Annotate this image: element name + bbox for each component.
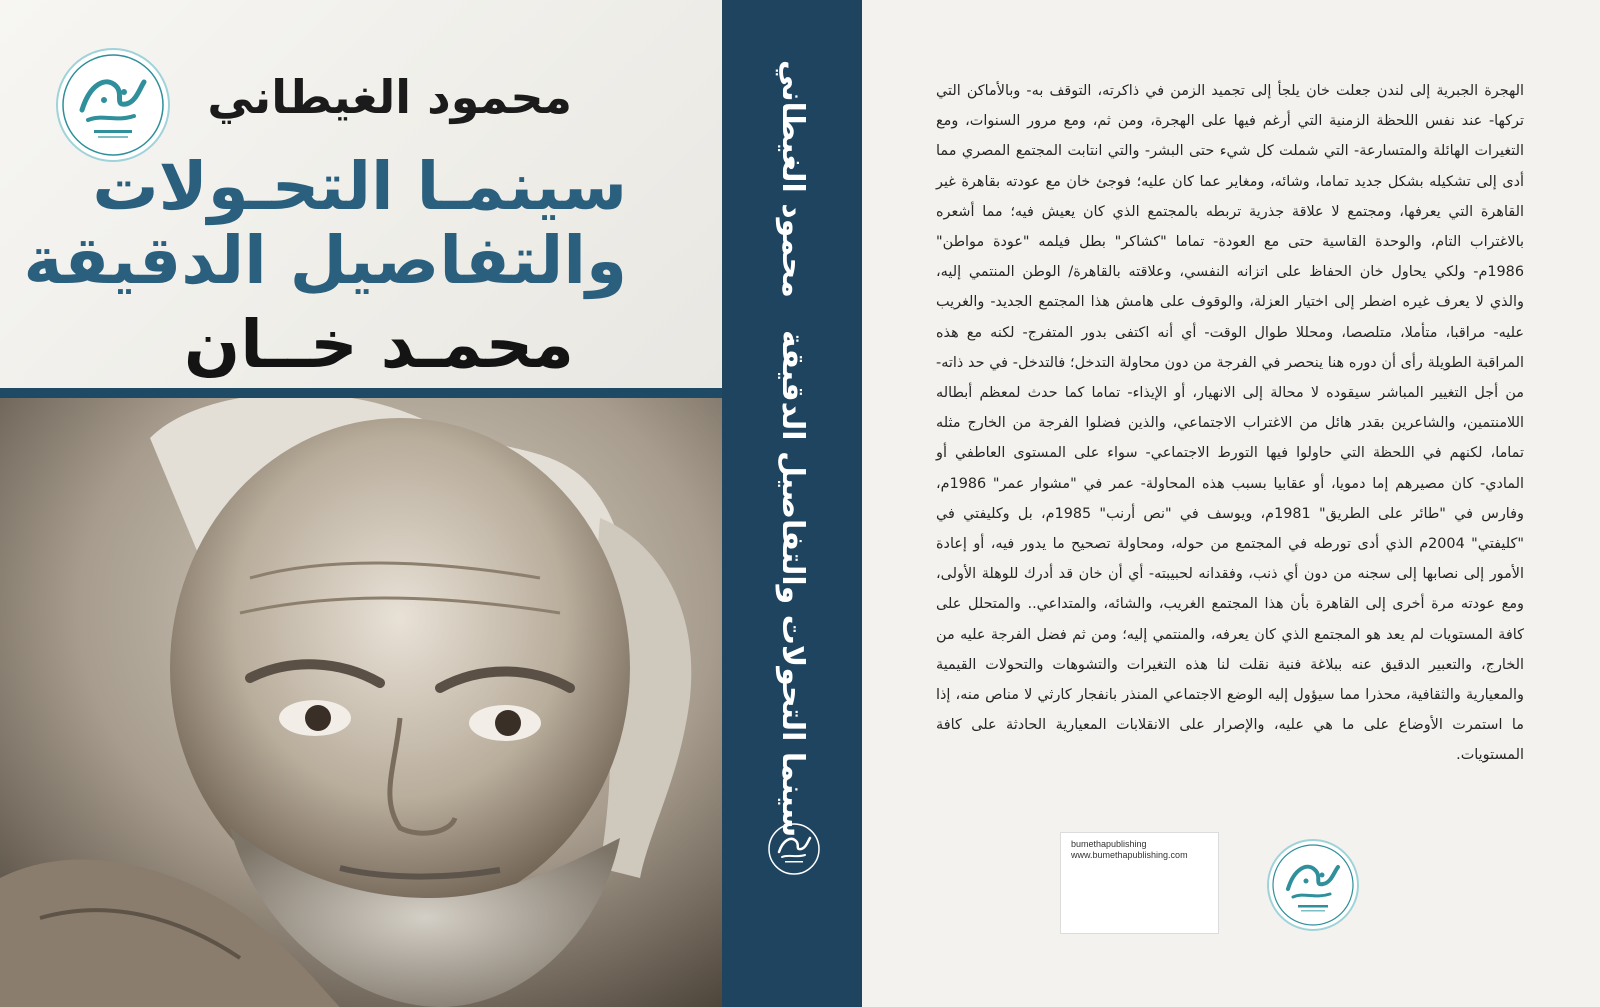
book-title-line-1: سينمـا التحـولات bbox=[92, 148, 627, 225]
spine-publisher-logo-icon bbox=[767, 822, 821, 876]
spine-book-title: سينما التحولات والتفاصيل الدقيقة bbox=[775, 330, 810, 838]
front-cover-divider bbox=[0, 388, 722, 398]
back-publisher-logo-icon bbox=[1266, 838, 1360, 932]
publisher-handle: bumethapublishing bbox=[1071, 839, 1147, 849]
book-subject-name: محمـد خــان bbox=[183, 306, 574, 383]
book-title-line-2: والتفاصيل الدقيقة bbox=[23, 222, 627, 299]
front-cover bbox=[0, 0, 722, 1007]
back-cover-blurb: الهجرة الجبرية إلى لندن جعلت خان يلجأ إلى تجميد الزمن في ذاكرته، التوقف به- وبالأماكن التي تركها- عند نفس اللحظة الزمنية التي أرغم فيها على الهجرة، ومن ثم، ومع مرور السنوات، ومع التغيرات الهائلة والمتسارعة- التي شملت كل شيء حتى البشر- والتي انتابت المجتمع المصري مما أدى إلى تشكيله بشكل جديد تماما، وشائه، ومغاير عما كان عليه؛ فوجئ خان مع عودته بقاهرة غير القاهرة التي يعرفها، ومجتمع لا علاقة جذرية تربطه بالمجتمع الذي كان يعيش فيه؛ مما أشعره بالاغتراب التام، والوحدة القاسية حتى مع العودة- تماما "كشاكر" بطل فيلمه "عودة مواطن" 1986م- ولكي يحاول خان الحفاظ على اتزانه النفسي، وعلاقته بالقاهرة/ الوطن المنتمي إليه، والذي لا يعرف غيره اضطر إلى اختيار العزلة، والوقوف على هامش هذا المجتمع الجديد- والغريب عليه- مراقبا، متأملا، متلصصا، ومحللا طوال الوقت- أي أنه اكتفى بدور المتفرج- لكنه مع هذه المراقبة الطويلة رأى أن دوره هنا ينحصر في الفرجة من دون محاولة التدخل؛ فالتدخل- في حد ذاته- من أجل التغيير المباشر سيقوده لا محالة إلى الانهيار، أو الإيذاء- تماما كما حدث لمعظم أبطاله اللامنتمين، والشاعرين بقدر هائل من الاغتراب الاجتماعي، والذين فضلوا الفرجة من الخارج مثله تماما، لكنهم في اللحظة التي حاولوا فيها التورط الاجتماعي- سواء على المستوى العاطفي أو المادي- كان مصيرهم إما دمويا، أو عقابيا بسبب هذه المحاولة- عمر في "مشوار عمر" 1986م، وفارس في "طائر على الطريق" 1981م، ويوسف في "نص أرنب" 1985م، بل وكليفتي في "كليفتي" 2004م الذي أدى تورطه في المجتمع من حوله، ومحاولة تصحيح ما يدور فيه، أو إعادة الأمور إلى نصابها إلى سجنه من دون أي ذنب، وفقدانه لحبيبته- أي أن خان قد أدرك للوهلة الأولى، ومع عودته مرة أخرى إلى القاهرة بأن هذا المجتمع الغريب، والشائه، والمتداعي.. والمتحلل على كافة المستويات لم يعد هو المجتمع الذي كان يعرفه، والمنتمي إليه؛ ومن ثم فضل الفرجة عليه من الخارج، والتعبير الدقيق عنه ببلاغة فنية نقلت لنا هذه التغيرات والتشوهات والتحولات القيمية والمعيارية والثقافية، محذرا مما سيؤول إليه الوضع الاجتماعي المنذر بانفجار كارثي لا مناص منه، إذا ما استمرت الأوضاع على ما هي عليه، والإصرار على الانقلابات المعيارية الحادثة على كافة المستويات. bbox=[936, 83, 1524, 764]
publisher-logo-icon bbox=[54, 46, 172, 164]
book-spine bbox=[722, 0, 862, 1007]
publisher-website: www.bumethapublishing.com bbox=[1071, 850, 1188, 860]
spine-author-name: محمود الغيطاني bbox=[775, 60, 810, 298]
author-portrait-photo bbox=[0, 398, 722, 1007]
barcode-box bbox=[1060, 832, 1219, 934]
author-name: محمود الغيطاني bbox=[207, 70, 572, 124]
back-cover bbox=[862, 0, 1600, 1007]
